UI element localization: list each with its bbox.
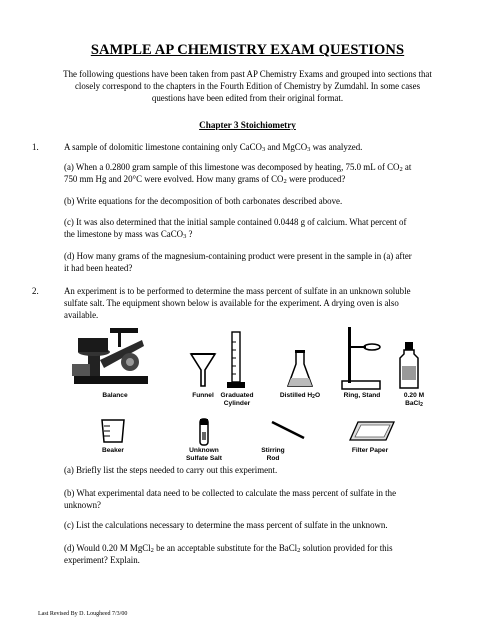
intro-line-3: questions have been edited from their original format.	[151, 93, 344, 103]
balance-icon	[70, 320, 152, 388]
balance-label: Balance	[102, 392, 128, 399]
intro-paragraph	[30, 68, 465, 104]
intro-line-1: The following questions have been taken from past AP Chemistry Exams and grouped into sections that	[63, 69, 432, 79]
page-title: SAMPLE AP CHEMISTRY EXAM QUESTIONS	[90, 42, 405, 58]
question-2c: (c) List the calculations necessary to determine the mass percent of sulfate in the unknown.	[64, 520, 388, 530]
stirring-rod-icon	[268, 418, 308, 442]
graduated-cylinder-label: Graduated Cylinder	[220, 392, 254, 407]
distilled-water-label: Distilled $H_2O$	[279, 392, 321, 400]
bacl2-label: 0.20 M BaCl$_2$	[403, 392, 425, 408]
question-1b: (b) Write equations for the decomposition of both carbonates described above.	[64, 196, 343, 206]
unknown-sulfate-salt-label: Unknown Sulfate Salt	[186, 447, 222, 462]
beaker-label: Beaker	[102, 447, 124, 454]
question-2-stem: An experiment is to be performed to determine the mass percent of sulfate in an unknown soluble sulfate salt. The equipment shown below is available for the experiment. A drying oven is also available.	[64, 286, 411, 320]
ring-stand-icon	[340, 325, 386, 391]
funnel-label: Funnel	[192, 392, 214, 399]
chapter-heading: Chapter 3 Stoichiometry	[199, 120, 296, 130]
beaker-icon	[100, 418, 126, 444]
question-1d: (d) How many grams of the magnesium-containing product were present in the sample in (a) after it had been heated?	[64, 251, 412, 273]
question-1a: (a) When a 0.2800 gram sample of this limestone was decomposed by heating, 75.0 mL of $CO_2$ at 750 mm Hg and 20°C were evolved. How many grams of $CO_2$ were produced?	[64, 162, 412, 185]
erlenmeyer-flask-icon	[287, 350, 313, 390]
filter-paper-icon	[348, 420, 396, 442]
question-2-number: 2.	[32, 286, 39, 296]
stirring-rod-label: Stirring Rod	[261, 447, 285, 462]
intro-line-2: closely correspond to the chapters in the Fourth Edition of Chemistry by Zumdahl. In some cases	[74, 81, 421, 91]
question-2b: (b) What experimental data need to be collected to calculate the mass percent of sulfate in the unknown?	[64, 488, 397, 510]
question-1-number: 1.	[32, 142, 39, 152]
ring-stand-label: Ring, Stand	[343, 392, 381, 399]
reagent-bottle-icon	[398, 340, 420, 390]
question-1c: (c) It was also determined that the initial sample contained 0.0448 g of calcium. What percent of the limestone by mass was CaCO$_3$ ?	[64, 217, 407, 240]
graduated-cylinder-icon	[226, 330, 246, 390]
test-tube-icon	[198, 418, 210, 446]
question-2d: (d) Would 0.20 M MgCl$_2$ be an acceptable substitute for the BaCl$_2$ solution provided for this experiment? Explain.	[64, 543, 393, 565]
footer-revision-note: Last Revised By D. Lougheed 7/3/00	[38, 611, 128, 617]
filter-paper-label: Filter Paper	[351, 447, 389, 454]
question-1-stem: A sample of dolomitic limestone containing only CaCO$_3$ and MgCO$_3$ was analyzed.	[64, 142, 363, 153]
question-2a: (a) Briefly list the steps needed to carry out this experiment.	[64, 465, 278, 475]
funnel-icon	[190, 352, 216, 388]
